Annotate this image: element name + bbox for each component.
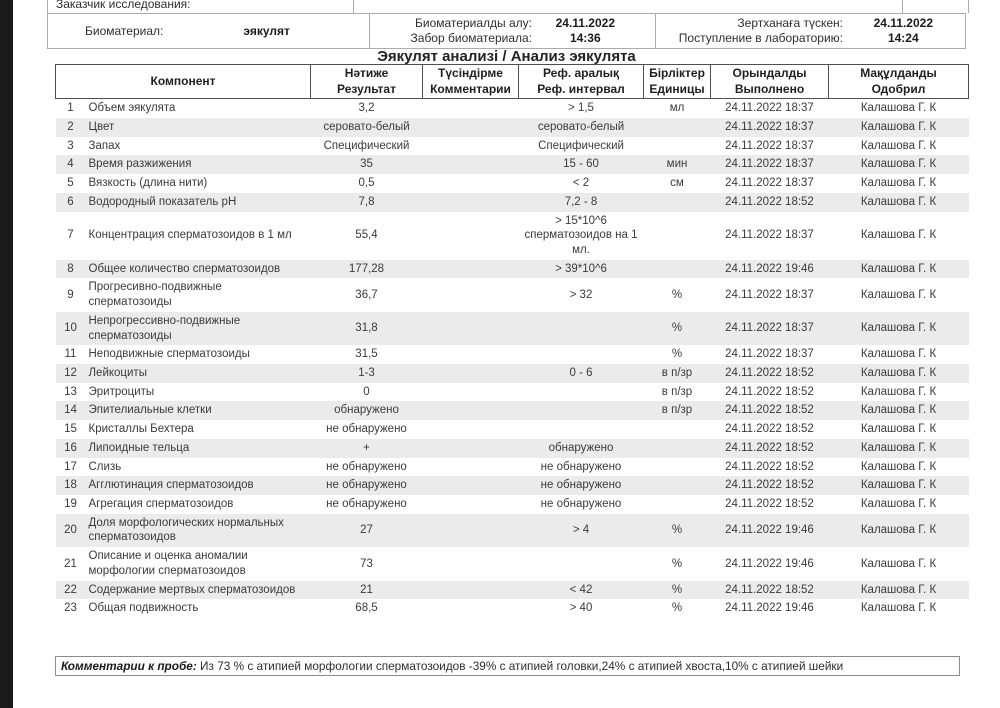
cell-ref: серовато-белый — [537, 120, 625, 133]
cell-component: Неподвижные сперматозоиды — [88, 348, 250, 361]
cell-num: 4 — [67, 158, 74, 171]
cell-ref: > 40 — [569, 602, 593, 615]
cell-done: 24.11.2022 18:37 — [725, 288, 814, 301]
cell-units: % — [671, 288, 683, 301]
cell-component: Кристаллы Бехтера — [88, 423, 194, 436]
table-row — [56, 137, 969, 156]
cell-ref: 0 - 6 — [569, 366, 593, 379]
cell-comment — [423, 547, 519, 580]
sample-comments-label: Комментарии к пробе: — [61, 659, 197, 673]
cell-result: 31,8 — [355, 322, 378, 335]
cell-num: 2 — [67, 120, 74, 133]
cell-ref — [519, 345, 644, 364]
cell-result: 36,7 — [355, 288, 378, 301]
cell-approved: Калашова Г. К — [860, 557, 937, 570]
cell-comment — [423, 345, 519, 364]
cell-result: Специфический — [323, 139, 410, 152]
cell-result: + — [363, 441, 370, 454]
cell-result: 27 — [360, 524, 373, 537]
cell-done: 24.11.2022 18:52 — [725, 498, 814, 510]
cell-approved: Калашова Г. К — [860, 139, 937, 152]
cell-result: не обнаружено — [326, 498, 407, 510]
cell-ref — [519, 420, 644, 439]
cell-ref: > 1,5 — [568, 102, 594, 115]
biomaterial-label: Биоматериал: — [85, 24, 164, 38]
cell-num: 14 — [64, 404, 77, 417]
cell-approved: Калашова Г. К — [860, 120, 937, 133]
cell-units: см — [670, 177, 684, 190]
cell-comment — [423, 581, 519, 600]
cell-units — [644, 137, 711, 156]
cell-units — [644, 260, 711, 279]
cell-result: 7,8 — [358, 195, 375, 208]
cell-approved: Калашова Г. К — [860, 262, 937, 275]
cell-component: Общая подвижность — [88, 602, 199, 615]
table-row — [56, 118, 969, 137]
cell-done: 24.11.2022 18:37 — [725, 348, 814, 361]
customer-label: Заказчик исследования: — [56, 0, 191, 11]
col-header-ref-ru: Реф. интервал — [537, 81, 625, 96]
table-header-row — [56, 65, 969, 99]
cell-comment — [423, 420, 519, 439]
col-header-result-kz: Нәтиже — [344, 66, 389, 80]
col-header-approved-ru: Одобрил — [871, 81, 926, 96]
table-row — [56, 547, 969, 580]
col-header-units-kz: Бірліктер — [649, 66, 705, 80]
cell-units: в п/зр — [661, 366, 693, 379]
table-row — [56, 174, 969, 193]
table-row — [56, 581, 969, 600]
table-row — [56, 193, 969, 212]
cell-comment — [423, 495, 519, 514]
cell-comment — [423, 364, 519, 383]
col-header-done-ru: Выполнено — [734, 81, 805, 96]
cell-units — [644, 439, 711, 458]
sample-comments — [55, 656, 960, 676]
cell-units — [644, 476, 711, 495]
cell-approved: Калашова Г. К — [860, 385, 937, 398]
col-header-component: Компонент — [56, 65, 311, 99]
cell-num: 18 — [64, 479, 77, 492]
cell-result: 0 — [363, 385, 370, 398]
cell-component: Липоидные тельца — [88, 441, 190, 454]
cell-comment — [423, 312, 519, 345]
cell-component: Время разжижения — [88, 158, 192, 171]
received-time: 14:24 — [887, 31, 919, 45]
cell-done: 24.11.2022 18:37 — [725, 120, 814, 133]
cell-comment — [423, 383, 519, 402]
cell-comment — [423, 401, 519, 420]
cell-component: Агглютинация сперматозоидов — [88, 479, 254, 492]
cell-num: 1 — [67, 102, 74, 115]
cell-ref: < 42 — [569, 583, 593, 596]
results-tbody — [56, 99, 969, 618]
cell-num: 16 — [64, 441, 77, 454]
cell-component: Цвет — [88, 120, 115, 133]
biomaterial-value: эякулят — [243, 24, 290, 38]
col-header-ref — [519, 65, 644, 99]
cell-ref: 15 - 60 — [563, 158, 599, 171]
cell-comment — [423, 476, 519, 495]
cell-component: Эритроциты — [88, 385, 155, 398]
table-row — [56, 312, 969, 345]
col-header-comment-ru: Комментарии — [430, 81, 511, 96]
cell-component: Водородный показатель pH — [88, 195, 237, 208]
col-header-units — [644, 65, 711, 99]
collection-time: 14:36 — [569, 31, 601, 45]
cell-ref: не обнаружено — [540, 498, 622, 510]
cell-units: в п/зр — [661, 385, 693, 398]
cell-component: Описание и оценка аномалии морфологии сперматозоидов — [88, 550, 248, 577]
cell-result: обнаружено — [334, 404, 399, 417]
cell-units: % — [671, 524, 683, 537]
collection-cell — [370, 14, 656, 48]
cell-ref: > 15*10^6 сперматозоидов на 1 мл. — [524, 214, 638, 256]
cell-done: 24.11.2022 18:52 — [725, 583, 814, 596]
cell-done: 24.11.2022 18:37 — [725, 102, 814, 115]
cell-component: Агрегация сперматозоидов — [88, 498, 234, 510]
cell-ref: Специфический — [538, 139, 624, 152]
cell-result: не обнаружено — [326, 460, 407, 473]
cell-num: 22 — [64, 583, 77, 596]
cell-ref: не обнаружено — [540, 460, 622, 473]
cell-units: % — [671, 602, 683, 615]
cell-result: 68,5 — [355, 602, 378, 615]
customer-row — [47, 0, 969, 13]
cell-num: 15 — [64, 423, 77, 436]
cell-done: 24.11.2022 18:37 — [725, 158, 814, 171]
cell-ref — [519, 401, 644, 420]
cell-approved: Калашова Г. К — [860, 479, 937, 492]
cell-done: 24.11.2022 18:52 — [725, 441, 814, 454]
cell-done: 24.11.2022 18:37 — [725, 139, 814, 152]
cell-comment — [423, 99, 519, 118]
cell-units — [644, 458, 711, 477]
cell-comment — [423, 260, 519, 279]
cell-units: в п/зр — [661, 404, 693, 417]
table-row — [56, 260, 969, 279]
cell-approved: Калашова Г. К — [860, 441, 937, 454]
cell-approved: Калашова Г. К — [860, 102, 937, 115]
cell-num: 9 — [67, 288, 74, 301]
cell-component: Слизь — [88, 460, 122, 473]
cell-result: не обнаружено — [326, 479, 407, 492]
cell-comment — [423, 458, 519, 477]
cell-result: 73 — [360, 557, 373, 570]
cell-num: 20 — [64, 524, 77, 537]
table-row — [56, 345, 969, 364]
cell-done: 24.11.2022 18:52 — [725, 460, 814, 473]
col-header-result-ru: Результат — [337, 81, 396, 96]
cell-units — [644, 495, 711, 514]
cell-comment — [423, 514, 519, 547]
col-header-result — [311, 65, 423, 99]
cell-units: % — [671, 583, 683, 596]
biomaterial-cell — [48, 14, 370, 48]
cell-num: 11 — [64, 348, 77, 361]
received-cell — [656, 14, 965, 48]
collection-label — [384, 16, 532, 46]
cell-approved: Калашова Г. К — [860, 583, 937, 596]
collection-datetime — [556, 16, 615, 46]
cell-ref — [519, 312, 644, 345]
cell-approved: Калашова Г. К — [860, 498, 937, 510]
col-header-approved — [829, 65, 969, 99]
cell-units: мин — [666, 158, 688, 171]
cell-comment — [423, 439, 519, 458]
received-label — [668, 16, 843, 46]
cell-units — [644, 212, 711, 260]
cell-result: серовато-белый — [323, 120, 410, 133]
col-header-comment — [423, 65, 519, 99]
table-row — [56, 99, 969, 118]
cell-result: 35 — [360, 158, 373, 171]
table-row — [56, 599, 969, 618]
cell-num: 12 — [64, 366, 77, 379]
cell-approved: Калашова Г. К — [860, 423, 937, 436]
received-label-kz: Зертханаға түскен: — [737, 16, 843, 30]
cell-num: 5 — [67, 177, 74, 190]
cell-units — [644, 193, 711, 212]
cell-num: 19 — [64, 498, 77, 510]
results-table — [55, 64, 969, 618]
table-row — [56, 458, 969, 477]
cell-num: 17 — [64, 460, 77, 473]
sample-comments-text: Из 73 % с атипией морфологии сперматозоидов -39% с атипией головки,24% с атипией хвоста,10% с атипией шейки — [200, 659, 844, 673]
cell-done: 24.11.2022 18:52 — [725, 479, 814, 492]
col-header-approved-kz: Мақұлданды — [860, 66, 937, 80]
col-header-done — [711, 65, 829, 99]
received-date: 24.11.2022 — [873, 16, 933, 30]
cell-approved: Калашова Г. К — [860, 288, 937, 301]
page-title: Эякулят анализі / Анализ эякулята — [377, 48, 636, 65]
cell-result: 55,4 — [355, 229, 378, 242]
cell-component: Содержание мертвых сперматозоидов — [88, 583, 296, 596]
cell-num: 3 — [67, 139, 74, 152]
cell-comment — [423, 118, 519, 137]
cell-ref: 7,2 - 8 — [564, 195, 598, 208]
table-row — [56, 495, 969, 514]
cell-ref: > 39*10^6 — [555, 262, 607, 275]
col-header-comment-kz: Түсіндірме — [438, 66, 503, 80]
cell-done: 24.11.2022 18:37 — [725, 229, 814, 242]
cell-result: 21 — [360, 583, 373, 596]
viewer-left-bar — [0, 0, 13, 708]
cell-num: 21 — [64, 557, 77, 570]
table-row — [56, 476, 969, 495]
cell-done: 24.11.2022 19:46 — [725, 262, 814, 275]
cell-units — [644, 420, 711, 439]
divider — [353, 0, 354, 13]
cell-ref: < 2 — [572, 177, 590, 190]
cell-num: 6 — [67, 195, 74, 208]
cell-component: Объем эякулята — [88, 102, 176, 115]
table-row — [56, 155, 969, 174]
specimen-info-box — [47, 13, 966, 49]
cell-approved: Калашова Г. К — [860, 229, 937, 242]
cell-result: 31,5 — [355, 348, 378, 361]
cell-units: % — [671, 322, 683, 335]
cell-units — [644, 118, 711, 137]
cell-ref — [519, 383, 644, 402]
cell-component: Непрогрессивно-подвижные сперматозоиды — [88, 314, 241, 342]
cell-approved: Калашова Г. К — [860, 366, 937, 379]
cell-approved: Калашова Г. К — [860, 524, 937, 537]
cell-done: 24.11.2022 18:52 — [725, 366, 814, 379]
cell-num: 13 — [64, 385, 77, 398]
table-row — [56, 514, 969, 547]
cell-done: 24.11.2022 18:52 — [725, 385, 814, 398]
cell-result: 177,28 — [348, 262, 385, 275]
table-row — [56, 439, 969, 458]
cell-result: 3,2 — [358, 102, 375, 115]
table-row — [56, 212, 969, 260]
cell-comment — [423, 599, 519, 618]
cell-done: 24.11.2022 18:52 — [725, 423, 814, 436]
divider — [902, 0, 903, 13]
cell-ref — [519, 547, 644, 580]
cell-ref: не обнаружено — [540, 479, 622, 492]
cell-done: 24.11.2022 18:52 — [725, 404, 814, 417]
col-header-done-kz: Орындалды — [732, 66, 807, 80]
cell-comment — [423, 155, 519, 174]
cell-ref: обнаружено — [548, 441, 614, 454]
table-row — [56, 364, 969, 383]
collection-label-kz: Биоматериалды алу: — [415, 16, 532, 30]
cell-comment — [423, 193, 519, 212]
cell-units: % — [671, 348, 683, 361]
cell-component: Доля морфологических нормальных сперматозоидов — [88, 516, 284, 544]
cell-units: мл — [669, 102, 685, 115]
table-row — [56, 401, 969, 420]
cell-component: Эпителиальные клетки — [88, 404, 212, 417]
cell-approved: Калашова Г. К — [860, 158, 937, 171]
cell-approved: Калашова Г. К — [860, 404, 937, 417]
cell-approved: Калашова Г. К — [860, 460, 937, 473]
cell-component: Прогресивно-подвижные сперматозоиды — [88, 281, 222, 309]
cell-component: Запах — [88, 139, 121, 152]
cell-num: 8 — [67, 262, 74, 275]
cell-num: 10 — [64, 322, 77, 335]
table-row — [56, 383, 969, 402]
cell-approved: Калашова Г. К — [860, 602, 937, 615]
cell-component: Вязкость (длина нити) — [88, 177, 208, 190]
cell-ref: > 32 — [569, 288, 593, 301]
cell-done: 24.11.2022 18:52 — [725, 195, 814, 208]
cell-done: 24.11.2022 18:37 — [725, 177, 814, 190]
collection-label-ru: Забор биоматериала: — [410, 31, 532, 45]
cell-component: Концентрация сперматозоидов в 1 мл — [88, 229, 292, 242]
collection-date: 24.11.2022 — [555, 16, 615, 30]
col-header-units-ru: Единицы — [649, 81, 705, 96]
col-header-ref-kz: Реф. аралық — [542, 66, 620, 80]
cell-num: 7 — [67, 229, 74, 242]
cell-comment — [423, 212, 519, 260]
table-row — [56, 420, 969, 439]
cell-result: 1-3 — [358, 366, 375, 379]
cell-approved: Калашова Г. К — [860, 177, 937, 190]
cell-done: 24.11.2022 19:46 — [725, 557, 814, 570]
cell-component: Общее количество сперматозоидов — [88, 262, 281, 275]
cell-done: 24.11.2022 19:46 — [725, 602, 814, 615]
cell-comment — [423, 174, 519, 193]
cell-done: 24.11.2022 18:37 — [725, 322, 814, 335]
cell-approved: Калашова Г. К — [860, 322, 937, 335]
cell-comment — [423, 278, 519, 311]
cell-done: 24.11.2022 19:46 — [725, 524, 814, 537]
received-label-ru: Поступление в лабораторию: — [678, 31, 843, 45]
received-datetime — [874, 16, 933, 46]
cell-approved: Калашова Г. К — [860, 348, 937, 361]
cell-result: 0,5 — [358, 177, 375, 190]
cell-comment — [423, 137, 519, 156]
cell-ref: > 4 — [572, 524, 590, 537]
cell-component: Лейкоциты — [88, 366, 147, 379]
cell-result: не обнаружено — [326, 423, 407, 436]
cell-num: 23 — [64, 602, 77, 615]
cell-approved: Калашова Г. К — [860, 195, 937, 208]
table-row — [56, 278, 969, 311]
cell-units: % — [671, 557, 683, 570]
